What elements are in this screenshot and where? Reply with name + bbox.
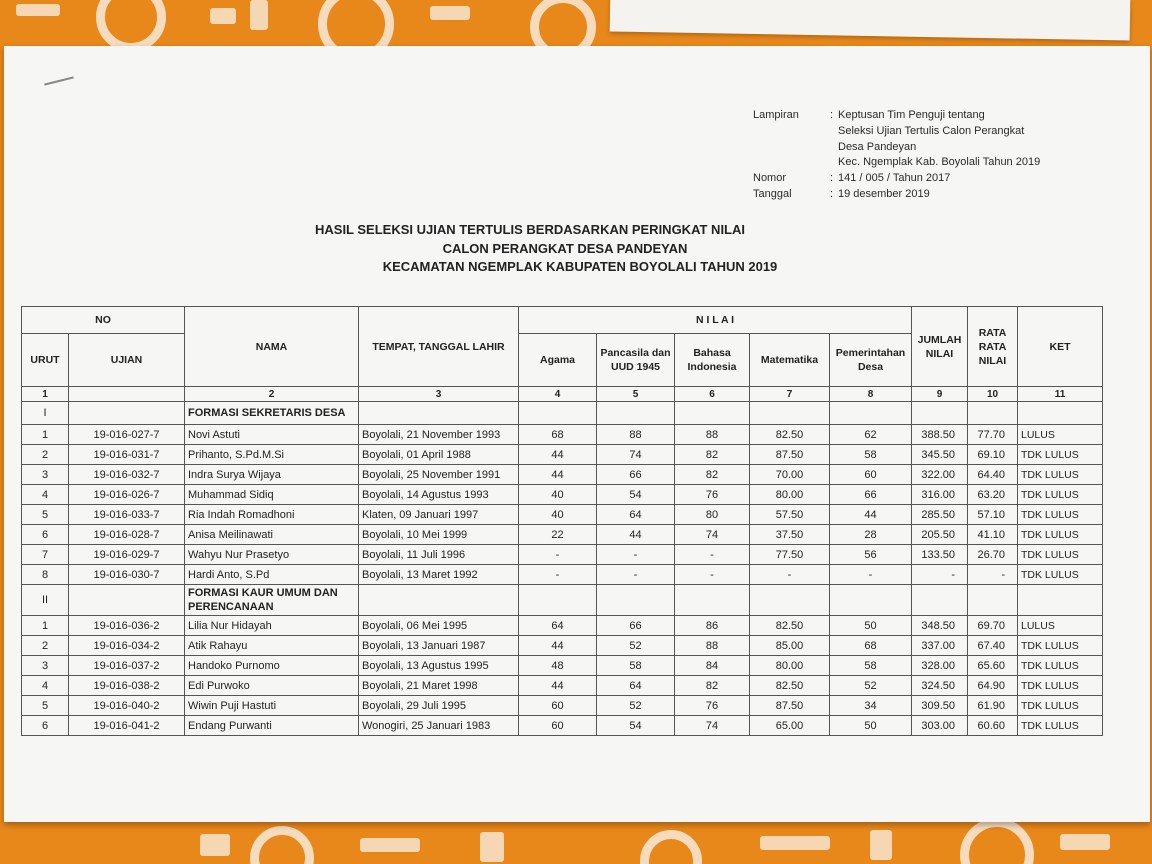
cell-ttl: Wonogiri, 25 Januari 1983: [359, 716, 519, 736]
cell-jumlah: -: [912, 565, 968, 585]
header-nama: NAMA: [185, 307, 359, 387]
cell-jumlah: 316.00: [912, 485, 968, 505]
cell-matematika: 82.50: [750, 616, 830, 636]
cell-rata: 26.70: [968, 545, 1018, 565]
header-no: NO: [22, 307, 185, 334]
empty-cell: [359, 402, 519, 425]
empty-cell: [675, 402, 750, 425]
table-row: [22, 616, 1103, 636]
col-number: 3: [359, 387, 519, 402]
cell-jumlah: 348.50: [912, 616, 968, 636]
cell-agama: 44: [519, 676, 597, 696]
column-number-row: [22, 387, 1103, 402]
cell-nama: Anisa Meilinawati: [185, 525, 359, 545]
cell-agama: 22: [519, 525, 597, 545]
cell-pancasila: 74: [597, 445, 675, 465]
cell-jumlah: 322.00: [912, 465, 968, 485]
cell-pemerintahan: 44: [830, 505, 912, 525]
cell-pancasila: -: [597, 545, 675, 565]
cell-urut: 7: [22, 545, 69, 565]
document-title: [300, 221, 830, 277]
col-number: 5: [597, 387, 675, 402]
cell-matematika: 70.00: [750, 465, 830, 485]
cell-bahasa: 74: [675, 716, 750, 736]
table-row: [22, 525, 1103, 545]
cell-agama: 48: [519, 656, 597, 676]
table-row: [22, 565, 1103, 585]
cell-pancasila: 58: [597, 656, 675, 676]
empty-cell: [912, 585, 968, 616]
cell-matematika: 87.50: [750, 696, 830, 716]
cell-pemerintahan: 68: [830, 636, 912, 656]
cell-urut: 1: [22, 616, 69, 636]
header-ket: KET: [1018, 307, 1103, 387]
cell-ttl: Boyolali, 10 Mei 1999: [359, 525, 519, 545]
col-number: 11: [1018, 387, 1103, 402]
cell-ket: TDK LULUS: [1018, 696, 1103, 716]
cell-jumlah: 388.50: [912, 425, 968, 445]
col-number: 9: [912, 387, 968, 402]
cell-pemerintahan: 60: [830, 465, 912, 485]
cell-matematika: -: [750, 565, 830, 585]
title-line-1: HASIL SELEKSI UJIAN TERTULIS BERDASARKAN PERINGKAT NILAI: [315, 222, 745, 237]
section-name: FORMASI KAUR UMUM DAN PERENCANAAN: [185, 585, 359, 616]
cell-pemerintahan: -: [830, 565, 912, 585]
cell-pancasila: 64: [597, 505, 675, 525]
empty-cell: [519, 402, 597, 425]
cell-matematika: 80.00: [750, 485, 830, 505]
cell-ket: TDK LULUS: [1018, 565, 1103, 585]
cell-matematika: 80.00: [750, 656, 830, 676]
col-number: 10: [968, 387, 1018, 402]
cell-nama: Handoko Purnomo: [185, 656, 359, 676]
cell-rata: 65.60: [968, 656, 1018, 676]
cell-pancasila: 64: [597, 676, 675, 696]
header-row: Desa Pandeyan: [838, 140, 917, 153]
cell-rata: -: [968, 565, 1018, 585]
empty-cell: [968, 402, 1018, 425]
cell-urut: 8: [22, 565, 69, 585]
cell-matematika: 57.50: [750, 505, 830, 525]
header-row: Kec. Ngemplak Kab. Boyolali Tahun 2019: [838, 156, 1041, 169]
cell-pemerintahan: 50: [830, 616, 912, 636]
cell-nama: Ria Indah Romadhoni: [185, 505, 359, 525]
cell-bahasa: 82: [675, 445, 750, 465]
cell-ttl: Boyolali, 01 April 1988: [359, 445, 519, 465]
cell-ttl: Boyolali, 29 Juli 1995: [359, 696, 519, 716]
cell-rata: 41.10: [968, 525, 1018, 545]
header-ttl: TEMPAT, TANGGAL LAHIR: [359, 307, 519, 387]
cell-pemerintahan: 52: [830, 676, 912, 696]
cell-urut: 6: [22, 716, 69, 736]
cell-ttl: Boyolali, 21 November 1993: [359, 425, 519, 445]
cell-pemerintahan: 50: [830, 716, 912, 736]
header-row: Seleksi Ujian Tertulis Calon Perangkat: [838, 124, 1025, 137]
cell-bahasa: 76: [675, 696, 750, 716]
cell-urut: 2: [22, 445, 69, 465]
cell-ujian: 19-016-041-2: [69, 716, 185, 736]
cell-pemerintahan: 56: [830, 545, 912, 565]
cell-matematika: 82.50: [750, 676, 830, 696]
cell-pancasila: 52: [597, 696, 675, 716]
cell-urut: 5: [22, 696, 69, 716]
cell-urut: 2: [22, 636, 69, 656]
cell-nama: Atik Rahayu: [185, 636, 359, 656]
cell-ttl: Boyolali, 11 Juli 1996: [359, 545, 519, 565]
cell-pancasila: 54: [597, 716, 675, 736]
cell-bahasa: 76: [675, 485, 750, 505]
cell-ttl: Klaten, 09 Januari 1997: [359, 505, 519, 525]
cell-nama: Wahyu Nur Prasetyo: [185, 545, 359, 565]
empty-cell: [69, 585, 185, 616]
cell-agama: -: [519, 545, 597, 565]
cell-bahasa: 88: [675, 425, 750, 445]
cell-bahasa: 86: [675, 616, 750, 636]
cell-matematika: 82.50: [750, 425, 830, 445]
cell-jumlah: 328.00: [912, 656, 968, 676]
section-number: I: [22, 402, 69, 425]
table-row: [22, 485, 1103, 505]
cell-rata: 77.70: [968, 425, 1018, 445]
cell-ket: TDK LULUS: [1018, 636, 1103, 656]
empty-cell: [912, 402, 968, 425]
cell-urut: 6: [22, 525, 69, 545]
col-number: 4: [519, 387, 597, 402]
cell-pancasila: -: [597, 565, 675, 585]
cell-urut: 1: [22, 425, 69, 445]
cell-matematika: 37.50: [750, 525, 830, 545]
cell-ujian: 19-016-033-7: [69, 505, 185, 525]
cell-agama: 60: [519, 696, 597, 716]
cell-ujian: 19-016-032-7: [69, 465, 185, 485]
empty-cell: [519, 585, 597, 616]
cell-jumlah: 337.00: [912, 636, 968, 656]
table-row: [22, 696, 1103, 716]
cell-bahasa: 82: [675, 465, 750, 485]
cell-agama: 68: [519, 425, 597, 445]
empty-cell: [597, 402, 675, 425]
cell-ket: TDK LULUS: [1018, 485, 1103, 505]
section-header-row: [22, 402, 1103, 425]
cell-nama: Lilia Nur Hidayah: [185, 616, 359, 636]
cell-jumlah: 303.00: [912, 716, 968, 736]
cell-agama: 60: [519, 716, 597, 736]
header-matematika: Matematika: [750, 334, 830, 387]
cell-bahasa: 84: [675, 656, 750, 676]
section-name: FORMASI SEKRETARIS DESA: [185, 402, 359, 425]
header-jumlah: JUMLAH NILAI: [912, 307, 968, 387]
cell-ttl: Boyolali, 14 Agustus 1993: [359, 485, 519, 505]
cell-rata: 57.10: [968, 505, 1018, 525]
table-body: [22, 387, 1103, 736]
table-row: [22, 505, 1103, 525]
cell-bahasa: 88: [675, 636, 750, 656]
cell-ttl: Boyolali, 13 Maret 1992: [359, 565, 519, 585]
cell-ujian: 19-016-029-7: [69, 545, 185, 565]
table-row: [22, 465, 1103, 485]
cell-pancasila: 66: [597, 465, 675, 485]
cell-nama: Indra Surya Wijaya: [185, 465, 359, 485]
cell-matematika: 77.50: [750, 545, 830, 565]
table-row: [22, 656, 1103, 676]
empty-cell: [1018, 585, 1103, 616]
cell-nama: Wiwin Puji Hastuti: [185, 696, 359, 716]
cell-rata: 64.90: [968, 676, 1018, 696]
cell-pemerintahan: 66: [830, 485, 912, 505]
table-row: [22, 676, 1103, 696]
cell-rata: 64.40: [968, 465, 1018, 485]
cell-bahasa: -: [675, 565, 750, 585]
header-pemerintahan: Pemerintahan Desa: [830, 334, 912, 387]
empty-cell: [69, 402, 185, 425]
cell-nama: Novi Astuti: [185, 425, 359, 445]
cell-jumlah: 345.50: [912, 445, 968, 465]
empty-cell: [597, 585, 675, 616]
col-number: 8: [830, 387, 912, 402]
table-row: [22, 716, 1103, 736]
empty-cell: [359, 585, 519, 616]
cell-bahasa: 80: [675, 505, 750, 525]
cell-ujian: 19-016-027-7: [69, 425, 185, 445]
empty-cell: [750, 585, 830, 616]
cell-bahasa: 74: [675, 525, 750, 545]
cell-ttl: Boyolali, 21 Maret 1998: [359, 676, 519, 696]
cell-ujian: 19-016-026-7: [69, 485, 185, 505]
cell-rata: 69.70: [968, 616, 1018, 636]
cell-jumlah: 205.50: [912, 525, 968, 545]
cell-ujian: 19-016-036-2: [69, 616, 185, 636]
cell-pancasila: 54: [597, 485, 675, 505]
cell-pemerintahan: 28: [830, 525, 912, 545]
cell-nama: Endang Purwanti: [185, 716, 359, 736]
cell-rata: 61.90: [968, 696, 1018, 716]
cell-ket: LULUS: [1018, 616, 1103, 636]
cell-ujian: 19-016-040-2: [69, 696, 185, 716]
cell-ttl: Boyolali, 13 Agustus 1995: [359, 656, 519, 676]
cell-ttl: Boyolali, 06 Mei 1995: [359, 616, 519, 636]
header-row: Tanggal : 19 desember 2019: [753, 187, 930, 200]
col-number: 6: [675, 387, 750, 402]
cell-ujian: 19-016-028-7: [69, 525, 185, 545]
table-row: [22, 445, 1103, 465]
cell-ttl: Boyolali, 13 Januari 1987: [359, 636, 519, 656]
cell-ket: LULUS: [1018, 425, 1103, 445]
cell-rata: 63.20: [968, 485, 1018, 505]
cell-rata: 60.60: [968, 716, 1018, 736]
cell-agama: 64: [519, 616, 597, 636]
table-row: [22, 425, 1103, 445]
cell-pancasila: 66: [597, 616, 675, 636]
empty-cell: [750, 402, 830, 425]
cell-bahasa: 82: [675, 676, 750, 696]
header-rata: RATA RATA NILAI: [968, 307, 1018, 387]
cell-agama: 40: [519, 505, 597, 525]
cell-ket: TDK LULUS: [1018, 465, 1103, 485]
cell-agama: 44: [519, 465, 597, 485]
cell-ket: TDK LULUS: [1018, 445, 1103, 465]
cell-jumlah: 324.50: [912, 676, 968, 696]
cell-rata: 67.40: [968, 636, 1018, 656]
section-number: II: [22, 585, 69, 616]
cell-nama: Edi Purwoko: [185, 676, 359, 696]
empty-cell: [830, 585, 912, 616]
header-row: Lampiran : Keptusan Tim Penguji tentang: [753, 109, 985, 121]
table-row: [22, 545, 1103, 565]
title-line-3: KECAMATAN NGEMPLAK KABUPATEN BOYOLALI TAHUN 2019: [382, 259, 778, 274]
cell-urut: 4: [22, 485, 69, 505]
col-number: 2: [185, 387, 359, 402]
cell-jumlah: 309.50: [912, 696, 968, 716]
cell-pemerintahan: 62: [830, 425, 912, 445]
cell-ket: TDK LULUS: [1018, 545, 1103, 565]
cell-agama: 44: [519, 445, 597, 465]
table-row: [22, 636, 1103, 656]
cell-ujian: 19-016-038-2: [69, 676, 185, 696]
header-agama: Agama: [519, 334, 597, 387]
cell-ujian: 19-016-030-7: [69, 565, 185, 585]
cell-ttl: Boyolali, 25 November 1991: [359, 465, 519, 485]
cell-agama: 40: [519, 485, 597, 505]
header-row: Nomor : 141 / 005 / Tahun 2017: [753, 172, 951, 185]
cell-ket: TDK LULUS: [1018, 656, 1103, 676]
cell-pancasila: 44: [597, 525, 675, 545]
cell-jumlah: 133.50: [912, 545, 968, 565]
cell-pancasila: 52: [597, 636, 675, 656]
cell-bahasa: -: [675, 545, 750, 565]
cell-ket: TDK LULUS: [1018, 716, 1103, 736]
document-header-info: [753, 108, 1040, 203]
cell-ket: TDK LULUS: [1018, 525, 1103, 545]
cell-nama: Prihanto, S.Pd.M.Si: [185, 445, 359, 465]
cell-matematika: 65.00: [750, 716, 830, 736]
empty-cell: [968, 585, 1018, 616]
cell-urut: 3: [22, 465, 69, 485]
header-urut: URUT: [22, 334, 69, 387]
section-header-row: [22, 585, 1103, 616]
cell-rata: 69.10: [968, 445, 1018, 465]
cell-pemerintahan: 58: [830, 445, 912, 465]
cell-pemerintahan: 58: [830, 656, 912, 676]
cell-nama: Hardi Anto, S.Pd: [185, 565, 359, 585]
cell-agama: 44: [519, 636, 597, 656]
cell-pancasila: 88: [597, 425, 675, 445]
empty-cell: [1018, 402, 1103, 425]
title-line-2: CALON PERANGKAT DESA PANDEYAN: [442, 240, 688, 256]
table-header-row: [22, 307, 1103, 334]
cell-ujian: 19-016-031-7: [69, 445, 185, 465]
cell-urut: 4: [22, 676, 69, 696]
cell-matematika: 87.50: [750, 445, 830, 465]
cell-agama: -: [519, 565, 597, 585]
cell-ujian: 19-016-034-2: [69, 636, 185, 656]
cell-urut: 3: [22, 656, 69, 676]
empty-cell: [830, 402, 912, 425]
col-number: [69, 387, 185, 402]
cell-jumlah: 285.50: [912, 505, 968, 525]
header-nilai: N I L A I: [519, 307, 912, 334]
empty-cell: [675, 585, 750, 616]
header-ujian: UJIAN: [69, 334, 185, 387]
cell-nama: Muhammad Sidiq: [185, 485, 359, 505]
header-pancasila: Pancasila dan UUD 1945: [597, 334, 675, 387]
col-number: 7: [750, 387, 830, 402]
col-number: 1: [22, 387, 69, 402]
cell-matematika: 85.00: [750, 636, 830, 656]
cell-ket: TDK LULUS: [1018, 505, 1103, 525]
cell-urut: 5: [22, 505, 69, 525]
header-bahasa: Bahasa Indonesia: [675, 334, 750, 387]
cell-ket: TDK LULUS: [1018, 676, 1103, 696]
cell-pemerintahan: 34: [830, 696, 912, 716]
results-table: [21, 306, 1103, 736]
cell-ujian: 19-016-037-2: [69, 656, 185, 676]
